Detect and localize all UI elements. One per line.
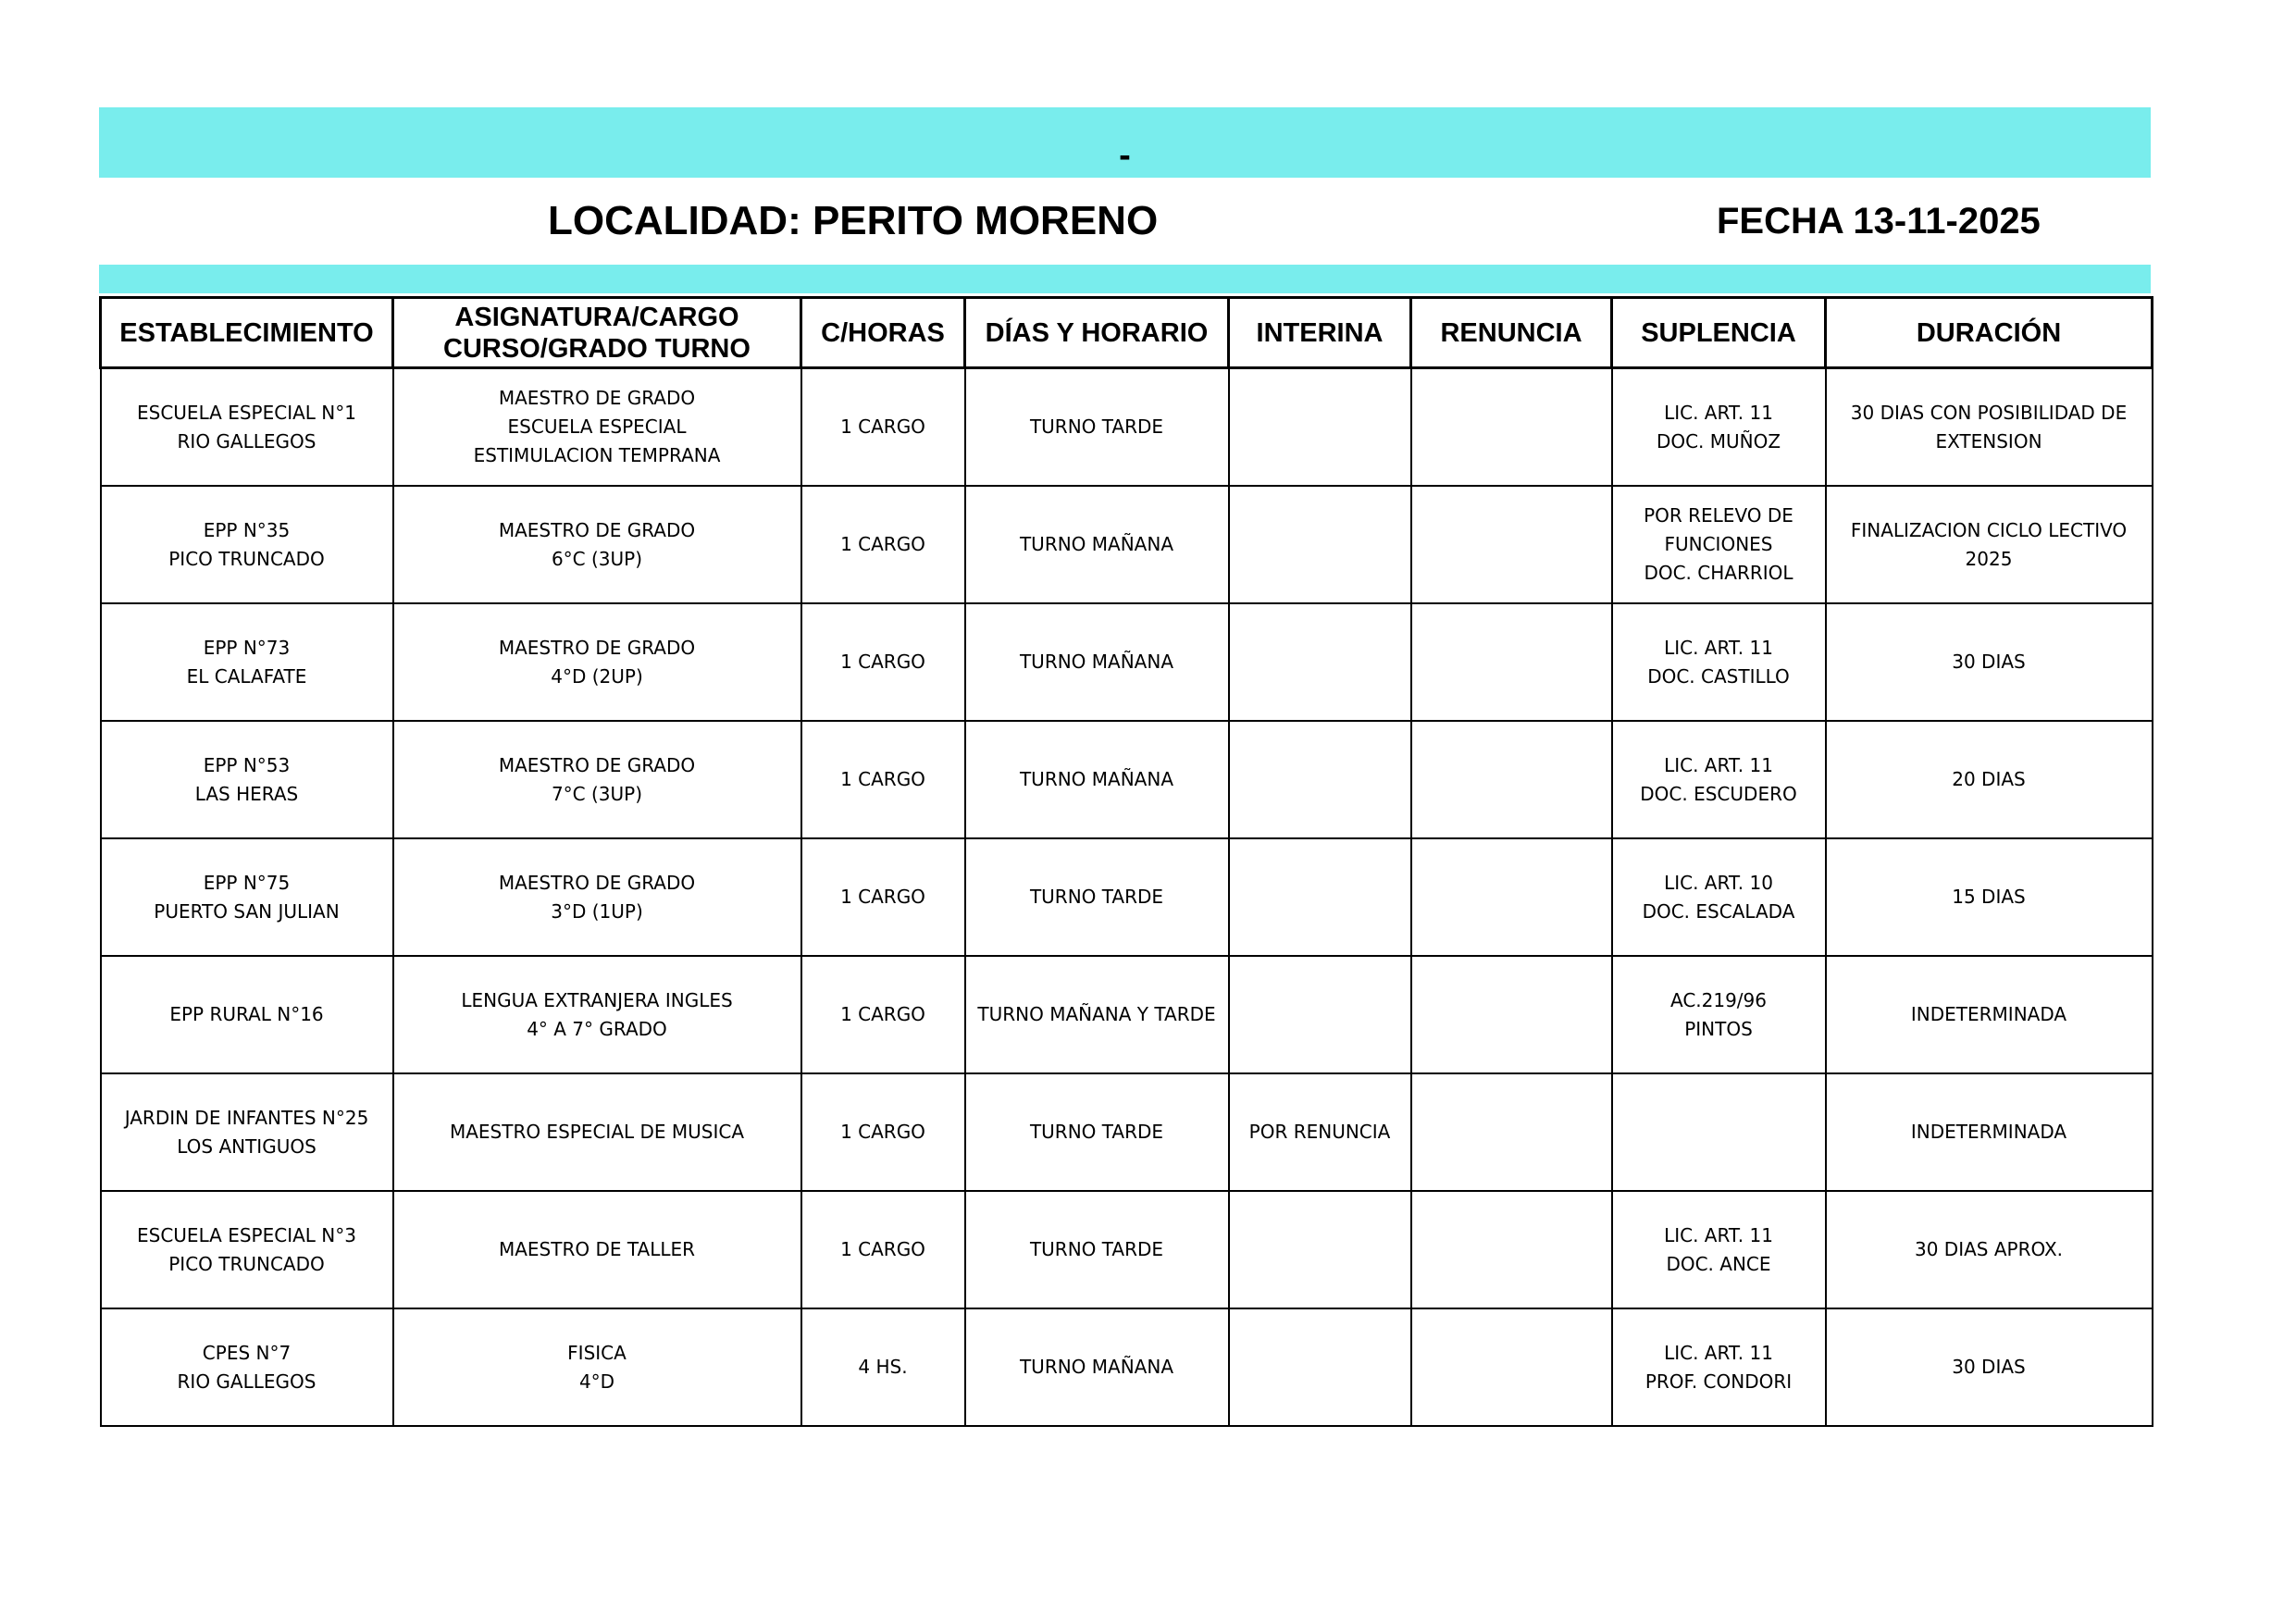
cell-horas: 1 CARGO bbox=[801, 1191, 965, 1308]
cell-duracion: FINALIZACION CICLO LECTIVO 2025 bbox=[1826, 486, 2153, 603]
cell-horas: 1 CARGO bbox=[801, 1073, 965, 1191]
table-row bbox=[101, 721, 2153, 838]
table-row bbox=[101, 956, 2153, 1073]
locality-title: LOCALIDAD: PERITO MORENO bbox=[548, 198, 1159, 243]
cell-duracion: 15 DIAS bbox=[1826, 838, 2153, 956]
header-band-divider bbox=[99, 265, 2151, 293]
cell-suplencia: LIC. ART. 11 DOC. MUÑOZ bbox=[1612, 368, 1826, 487]
column-header-interina: INTERINA bbox=[1229, 298, 1411, 368]
cell-interina bbox=[1229, 368, 1411, 487]
cell-establecimiento: ESCUELA ESPECIAL N°3 PICO TRUNCADO bbox=[101, 1191, 393, 1308]
date-label: FECHA 13-11-2025 bbox=[1717, 201, 2041, 242]
header-band-top bbox=[99, 107, 2151, 178]
cell-duracion: 30 DIAS bbox=[1826, 603, 2153, 721]
cell-asignatura: MAESTRO DE GRADO 6°C (3UP) bbox=[393, 486, 801, 603]
header-band-text: - bbox=[1119, 136, 1131, 175]
cell-suplencia: LIC. ART. 10 DOC. ESCALADA bbox=[1612, 838, 1826, 956]
cell-dias-horario: TURNO MAÑANA bbox=[965, 486, 1229, 603]
column-header-duracion: DURACIÓN bbox=[1826, 298, 2153, 368]
cell-renuncia bbox=[1411, 1308, 1612, 1426]
cell-dias-horario: TURNO MAÑANA bbox=[965, 603, 1229, 721]
cell-asignatura: MAESTRO DE TALLER bbox=[393, 1191, 801, 1308]
cell-asignatura: MAESTRO ESPECIAL DE MUSICA bbox=[393, 1073, 801, 1191]
cell-asignatura: MAESTRO DE GRADO 7°C (3UP) bbox=[393, 721, 801, 838]
cell-establecimiento: EPP N°75 PUERTO SAN JULIAN bbox=[101, 838, 393, 956]
cell-renuncia bbox=[1411, 956, 1612, 1073]
table-row bbox=[101, 603, 2153, 721]
cell-dias-horario: TURNO TARDE bbox=[965, 838, 1229, 956]
table-row bbox=[101, 368, 2153, 487]
cell-horas: 1 CARGO bbox=[801, 368, 965, 487]
cell-interina: POR RENUNCIA bbox=[1229, 1073, 1411, 1191]
table-row bbox=[101, 1308, 2153, 1426]
cell-asignatura: MAESTRO DE GRADO 4°D (2UP) bbox=[393, 603, 801, 721]
cell-suplencia: LIC. ART. 11 DOC. ESCUDERO bbox=[1612, 721, 1826, 838]
cell-dias-horario: TURNO TARDE bbox=[965, 1073, 1229, 1191]
cell-renuncia bbox=[1411, 1073, 1612, 1191]
cell-horas: 1 CARGO bbox=[801, 956, 965, 1073]
cell-interina bbox=[1229, 1308, 1411, 1426]
cell-establecimiento: CPES N°7 RIO GALLEGOS bbox=[101, 1308, 393, 1426]
cell-duracion: INDETERMINADA bbox=[1826, 956, 2153, 1073]
cell-interina bbox=[1229, 838, 1411, 956]
cell-duracion: INDETERMINADA bbox=[1826, 1073, 2153, 1191]
cell-establecimiento: EPP RURAL N°16 bbox=[101, 956, 393, 1073]
cell-asignatura: LENGUA EXTRANJERA INGLES 4° A 7° GRADO bbox=[393, 956, 801, 1073]
cell-establecimiento: JARDIN DE INFANTES N°25 LOS ANTIGUOS bbox=[101, 1073, 393, 1191]
cell-suplencia: POR RELEVO DE FUNCIONES DOC. CHARRIOL bbox=[1612, 486, 1826, 603]
cell-duracion: 30 DIAS APROX. bbox=[1826, 1191, 2153, 1308]
table-row bbox=[101, 1073, 2153, 1191]
cell-interina bbox=[1229, 721, 1411, 838]
cell-suplencia: AC.219/96 PINTOS bbox=[1612, 956, 1826, 1073]
cell-renuncia bbox=[1411, 486, 1612, 603]
cell-horas: 1 CARGO bbox=[801, 486, 965, 603]
column-header-horas: C/HORAS bbox=[801, 298, 965, 368]
cell-establecimiento: EPP N°35 PICO TRUNCADO bbox=[101, 486, 393, 603]
cell-interina bbox=[1229, 486, 1411, 603]
cell-horas: 4 HS. bbox=[801, 1308, 965, 1426]
cell-dias-horario: TURNO TARDE bbox=[965, 368, 1229, 487]
cell-renuncia bbox=[1411, 603, 1612, 721]
cell-asignatura: MAESTRO DE GRADO ESCUELA ESPECIAL ESTIMULACION TEMPRANA bbox=[393, 368, 801, 487]
cell-interina bbox=[1229, 956, 1411, 1073]
table-header-row bbox=[101, 298, 2153, 368]
cell-duracion: 30 DIAS bbox=[1826, 1308, 2153, 1426]
column-header-establecimiento: ESTABLECIMIENTO bbox=[101, 298, 393, 368]
cell-dias-horario: TURNO TARDE bbox=[965, 1191, 1229, 1308]
cell-dias-horario: TURNO MAÑANA Y TARDE bbox=[965, 956, 1229, 1073]
cell-asignatura: MAESTRO DE GRADO 3°D (1UP) bbox=[393, 838, 801, 956]
vacancies-table bbox=[99, 296, 2153, 1427]
cell-renuncia bbox=[1411, 838, 1612, 956]
cell-suplencia: LIC. ART. 11 PROF. CONDORI bbox=[1612, 1308, 1826, 1426]
cell-horas: 1 CARGO bbox=[801, 838, 965, 956]
cell-suplencia: LIC. ART. 11 DOC. ANCE bbox=[1612, 1191, 1826, 1308]
cell-renuncia bbox=[1411, 721, 1612, 838]
cell-interina bbox=[1229, 1191, 1411, 1308]
cell-establecimiento: EPP N°73 EL CALAFATE bbox=[101, 603, 393, 721]
cell-horas: 1 CARGO bbox=[801, 603, 965, 721]
table-row bbox=[101, 1191, 2153, 1308]
table-row bbox=[101, 486, 2153, 603]
cell-renuncia bbox=[1411, 1191, 1612, 1308]
cell-duracion: 20 DIAS bbox=[1826, 721, 2153, 838]
column-header-suplencia: SUPLENCIA bbox=[1612, 298, 1826, 368]
cell-suplencia: LIC. ART. 11 DOC. CASTILLO bbox=[1612, 603, 1826, 721]
cell-dias-horario: TURNO MAÑANA bbox=[965, 721, 1229, 838]
column-header-asignatura: ASIGNATURA/CARGO CURSO/GRADO TURNO bbox=[393, 298, 801, 368]
column-header-dias-horario: DÍAS Y HORARIO bbox=[965, 298, 1229, 368]
table-row bbox=[101, 838, 2153, 956]
cell-horas: 1 CARGO bbox=[801, 721, 965, 838]
cell-suplencia bbox=[1612, 1073, 1826, 1191]
cell-establecimiento: EPP N°53 LAS HERAS bbox=[101, 721, 393, 838]
cell-asignatura: FISICA 4°D bbox=[393, 1308, 801, 1426]
cell-interina bbox=[1229, 603, 1411, 721]
cell-duracion: 30 DIAS CON POSIBILIDAD DE EXTENSION bbox=[1826, 368, 2153, 487]
cell-renuncia bbox=[1411, 368, 1612, 487]
cell-establecimiento: ESCUELA ESPECIAL N°1 RIO GALLEGOS bbox=[101, 368, 393, 487]
column-header-renuncia: RENUNCIA bbox=[1411, 298, 1612, 368]
cell-dias-horario: TURNO MAÑANA bbox=[965, 1308, 1229, 1426]
